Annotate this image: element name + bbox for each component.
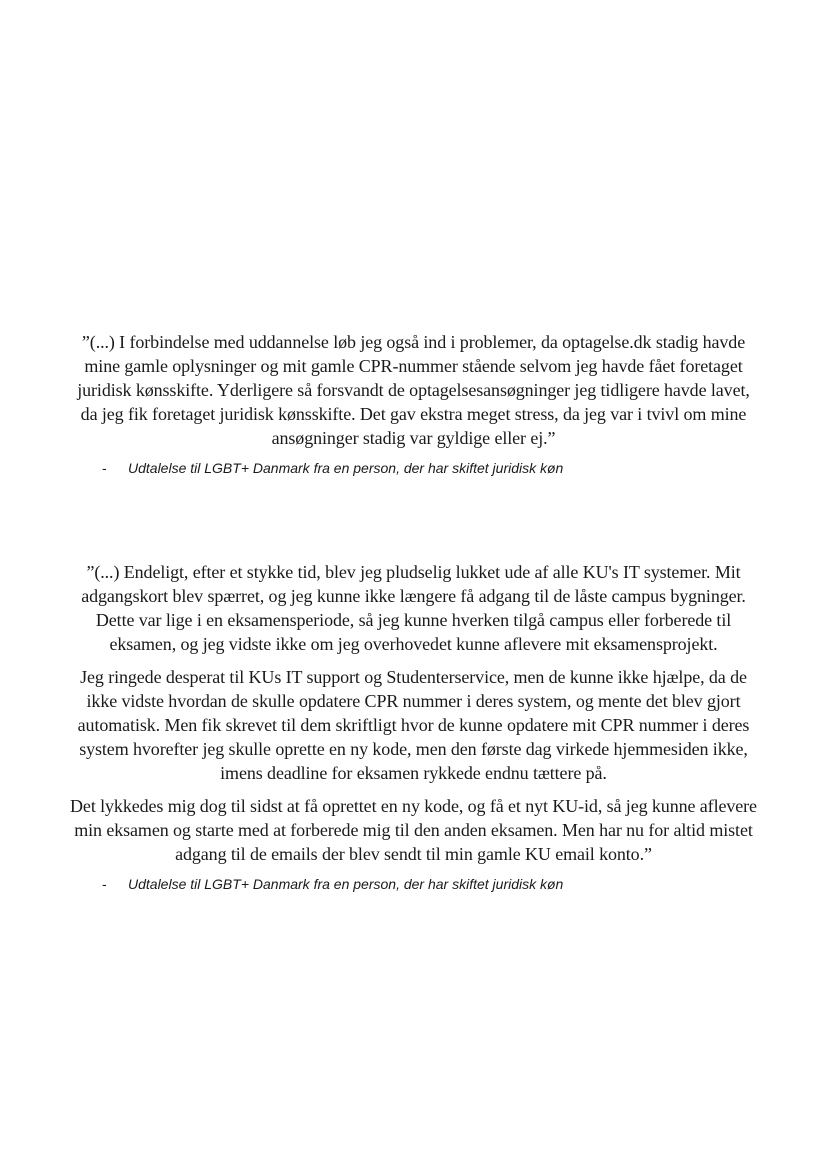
quote-paragraph: ”(...) Endeligt, efter et stykke tid, blev jeg pludselig lukket ude af alle KU's IT systemer. Mit adgangskort blev spærret, og jeg kunne ikke længere få adgang til de låste campus bygninger. Dette var lige i en eksamensperiode, så jeg kunne hverken tilgå campus eller forberede til eksamen, og jeg vidste ikke om jeg overhovedet kunne aflevere mit eksamensprojekt. <box>81 562 746 654</box>
attribution <box>102 875 757 893</box>
quote-block-1 <box>70 330 757 477</box>
quote-paragraph: ”(...) I forbindelse med uddannelse løb jeg også ind i problemer, da optagelse.dk stadig havde mine gamle oplysninger og mit gamle CPR-nummer stående selvom jeg havde fået foretaget juridisk kønsskifte. Yderligere så forsvandt de optagelsesansøgninger jeg tidligere havde lavet, da jeg fik foretaget juridisk kønsskifte. Det gav ekstra meget stress, da jeg var i tvivl om mine ansøgninger stadig var gyldige eller ej.” <box>77 332 750 448</box>
attribution-text: Udtalelse til LGBT+ Danmark fra en person, der har skiftet juridisk køn <box>128 460 564 476</box>
attribution <box>102 459 757 477</box>
attribution-text: Udtalelse til LGBT+ Danmark fra en person, der har skiftet juridisk køn <box>128 876 564 892</box>
quote-paragraph: Det lykkedes mig dog til sidst at få oprettet en ny kode, og få et nyt KU-id, så jeg kunne aflevere min eksamen og starte med at forberede mig til den anden eksamen. Men har nu for altid mistet adgang til de emails der blev sendt til min gamle KU email konto.” <box>70 796 757 864</box>
attribution-dash: - <box>102 460 107 476</box>
attribution-dash: - <box>102 876 107 892</box>
quote-paragraph: Jeg ringede desperat til KUs IT support og Studenterservice, men de kunne ikke hjælpe, da de ikke vidste hvordan de skulle opdatere CPR nummer i deres system, og mente det blev gjort automatisk. Men fik skrevet til dem skriftligt hvor de kunne opdatere mit CPR nummer i deres system hvorefter jeg skulle oprette en ny kode, men den første dag virkede hjemmesiden ikke, imens deadline for eksamen rykkede endnu tættere på. <box>77 667 750 783</box>
quote-block-2 <box>70 560 757 893</box>
